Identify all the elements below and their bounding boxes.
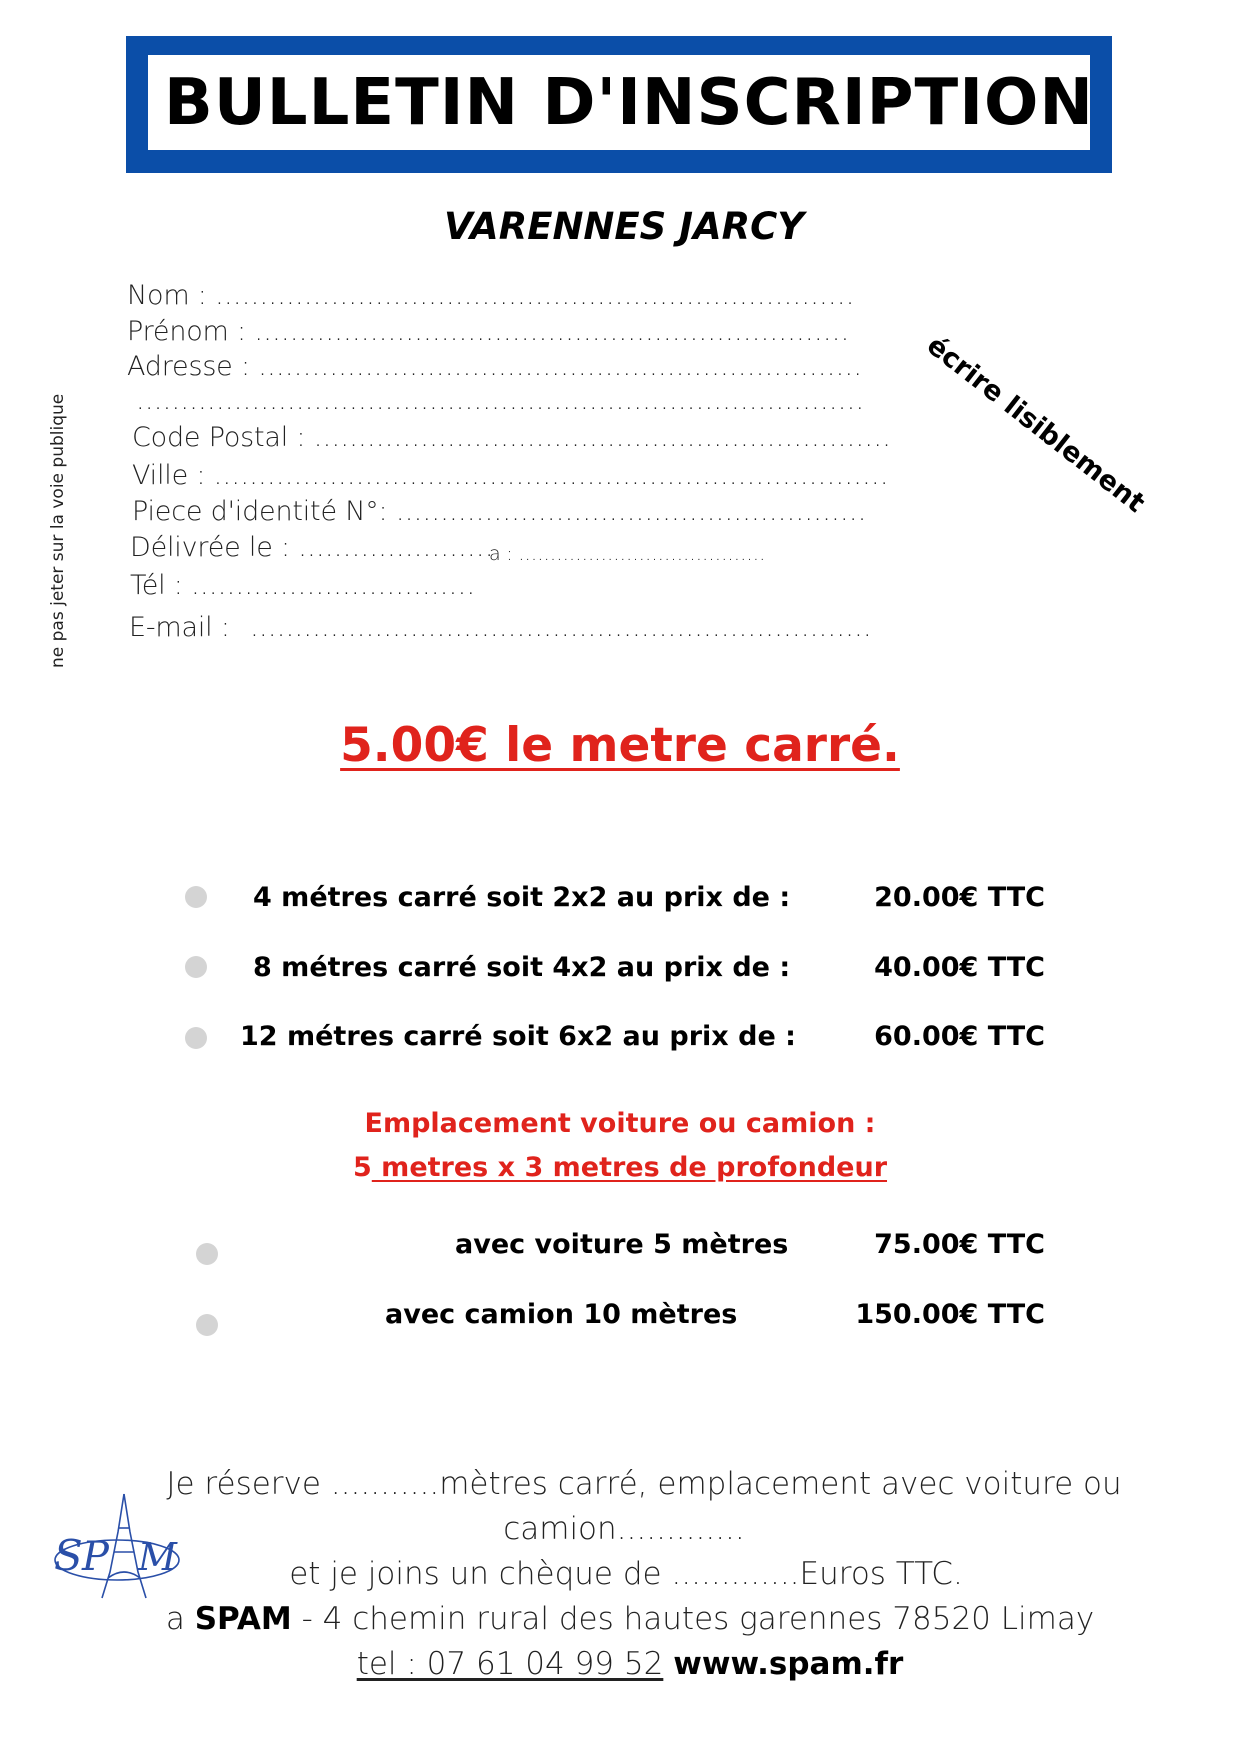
vehicle-label: avec voiture 5 mètres	[455, 1229, 789, 1260]
vehicle-dimensions-text: metres x 3 metres de profondeur	[371, 1152, 888, 1183]
tel-dots: ................................	[191, 570, 476, 601]
radio-bullet[interactable]	[185, 1027, 207, 1049]
radio-bullet[interactable]	[196, 1314, 218, 1336]
radio-bullet[interactable]	[185, 886, 207, 908]
vehicle-label: avec camion 10 mètres	[385, 1299, 738, 1330]
code-postal-field[interactable]	[132, 422, 891, 453]
title-box	[126, 36, 1112, 173]
piece-identite-label: Piece d'identité N°:	[132, 496, 388, 527]
vehicle-price: 150.00€ TTC	[855, 1299, 1045, 1330]
footer-line-cheque: et je joins un chèque de .............Euros TTC.	[289, 1556, 963, 1592]
title-inner	[148, 55, 1094, 150]
write-legibly-note: écrire lisiblement	[920, 330, 1151, 519]
option-row-4m2[interactable]	[185, 877, 1045, 917]
adresse-field[interactable]	[127, 351, 862, 382]
ville-dots: ............................................................................	[213, 460, 889, 491]
delivree-field[interactable]	[130, 532, 494, 563]
email-dots: ......................................................................	[250, 612, 872, 643]
footer-line-contact	[0, 1646, 1240, 1682]
code-postal-label: Code Postal :	[132, 422, 306, 453]
footer-line-reserve: Je réserve ...........mètres carré, emplacement avec voiture ou	[166, 1466, 1122, 1502]
logo-initials-m: M	[138, 1535, 177, 1579]
nom-label: Nom :	[127, 280, 207, 311]
vehicle-row-camion[interactable]	[185, 1299, 1045, 1339]
prenom-label: Prénom :	[127, 316, 246, 347]
radio-bullet[interactable]	[185, 956, 207, 978]
email-label: E-mail :	[129, 612, 230, 643]
document-title: BULLETIN D'INSCRIPTION	[164, 65, 1094, 140]
ville-label: Ville :	[132, 460, 206, 491]
logo-initials-p: P	[82, 1534, 109, 1580]
footer-line-camion: camion.............	[503, 1511, 745, 1547]
delivree-label: Délivrée le :	[130, 532, 290, 563]
adresse-dots: ....................................................................	[258, 351, 863, 382]
a-field[interactable]	[489, 543, 766, 565]
ville-field[interactable]	[132, 460, 889, 491]
a-label: a :	[489, 543, 513, 565]
a-dots: .......................................	[518, 543, 766, 565]
code-postal-dots: .................................................................	[313, 422, 892, 453]
adresse-line2-dots: ..................................................................................	[136, 385, 865, 416]
piece-identite-field[interactable]	[132, 496, 867, 527]
vehicle-dimensions	[0, 1152, 1240, 1183]
prenom-field[interactable]	[127, 316, 849, 347]
side-note: ne pas jeter sur la voie publique	[48, 393, 68, 668]
address-text: - 4 chemin rural des hautes garennes 78520 Limay	[291, 1601, 1095, 1637]
adresse-line2-field[interactable]	[136, 385, 864, 416]
option-row-12m2[interactable]	[185, 1016, 1045, 1056]
vehicle-heading: Emplacement voiture ou camion :	[364, 1108, 876, 1139]
prenom-dots: ...................................................................	[254, 316, 850, 347]
option-price: 60.00€ TTC	[874, 1020, 1045, 1052]
delivree-dots: ......................	[298, 532, 494, 563]
eiffel-tower-logo	[52, 1492, 182, 1602]
location-subtitle: VARENNES JARCY	[443, 205, 805, 248]
vehicle-dimensions-prefix: 5	[352, 1152, 372, 1183]
email-field[interactable]	[129, 612, 872, 643]
footer-line-address	[0, 1601, 1240, 1637]
org-name: SPAM	[194, 1601, 292, 1637]
vehicle-row-voiture[interactable]	[185, 1229, 1045, 1269]
tel-field[interactable]	[130, 570, 475, 601]
nom-field[interactable]	[127, 280, 855, 311]
website-link[interactable]: www.spam.fr	[673, 1646, 904, 1682]
option-price: 40.00€ TTC	[874, 951, 1045, 983]
option-label: 4 métres carré soit 2x2 au prix de :	[253, 881, 791, 913]
address-prefix: a	[165, 1601, 195, 1637]
adresse-label: Adresse :	[127, 351, 250, 382]
nom-dots: ........................................................................	[215, 280, 855, 311]
phone-number[interactable]: tel : 07 61 04 99 52	[356, 1646, 664, 1682]
tel-label: Tél :	[130, 570, 183, 601]
option-label: 12 métres carré soit 6x2 au prix de :	[240, 1020, 796, 1052]
price-per-sqm-headline: 5.00€ le metre carré.	[340, 718, 900, 773]
option-price: 20.00€ TTC	[874, 881, 1045, 913]
piece-identite-dots: .....................................................	[395, 496, 867, 527]
option-label: 8 métres carré soit 4x2 au prix de :	[253, 951, 791, 983]
vehicle-price: 75.00€ TTC	[874, 1229, 1045, 1260]
option-row-8m2[interactable]	[185, 947, 1045, 987]
logo-initials-s: S	[54, 1531, 83, 1580]
radio-bullet[interactable]	[196, 1243, 218, 1265]
